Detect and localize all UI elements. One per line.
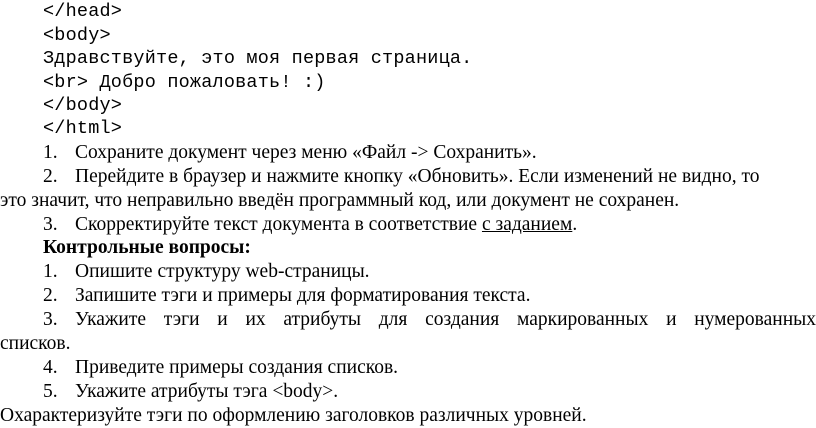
code-line-head-close: </head>	[43, 1, 123, 22]
task-link[interactable]: с заданием	[481, 214, 573, 235]
code-line-body-open: <body>	[43, 25, 111, 46]
code-line-greeting: Здравствуйте, это моя первая страница.	[43, 48, 473, 69]
code-line-welcome: <br> Добро пожаловать! :)	[43, 72, 326, 93]
question-5-text: Укажите атрибуты тэга <body>.	[75, 381, 339, 402]
step-3-text	[75, 213, 577, 237]
step-3-text-after: .	[572, 214, 578, 235]
step-3-number: 3.	[43, 214, 58, 235]
question-4-number: 4.	[43, 357, 58, 378]
questions-heading: Контрольные вопросы:	[43, 237, 251, 258]
question-1-text: Опишите структуру web-страницы.	[75, 261, 370, 282]
question-2-number: 2.	[43, 285, 58, 306]
question-5-number: 5.	[43, 381, 58, 402]
step-3-text-before: Скорректируйте текст документа в соответствие	[75, 214, 482, 235]
code-line-html-close: </html>	[43, 118, 123, 139]
step-1-number: 1.	[43, 142, 58, 163]
question-3-text: Укажите тэги и их атрибуты для создания маркированных и нумерованных	[75, 309, 816, 330]
question-1-number: 1.	[43, 261, 58, 282]
step-2-text: Перейдите в браузер и нажмите кнопку «Обновить». Если изменений не видно, то	[75, 166, 760, 187]
final-line: Охарактеризуйте тэги по оформлению заголовков различных уровней.	[0, 405, 587, 426]
step-2-number: 2.	[43, 166, 58, 187]
question-3-continuation: списков.	[0, 333, 71, 354]
code-line-body-close: </body>	[43, 95, 123, 116]
question-4-text: Приведите примеры создания списков.	[75, 357, 399, 378]
step-2-continuation: это значит, что неправильно введён программный код, или документ не сохранен.	[0, 190, 680, 211]
question-3-number: 3.	[43, 309, 58, 330]
question-2-text: Запишите тэги и примеры для форматирования текста.	[75, 285, 531, 306]
step-1-text: Сохраните документ через меню «Файл -> Сохранить».	[75, 142, 537, 163]
